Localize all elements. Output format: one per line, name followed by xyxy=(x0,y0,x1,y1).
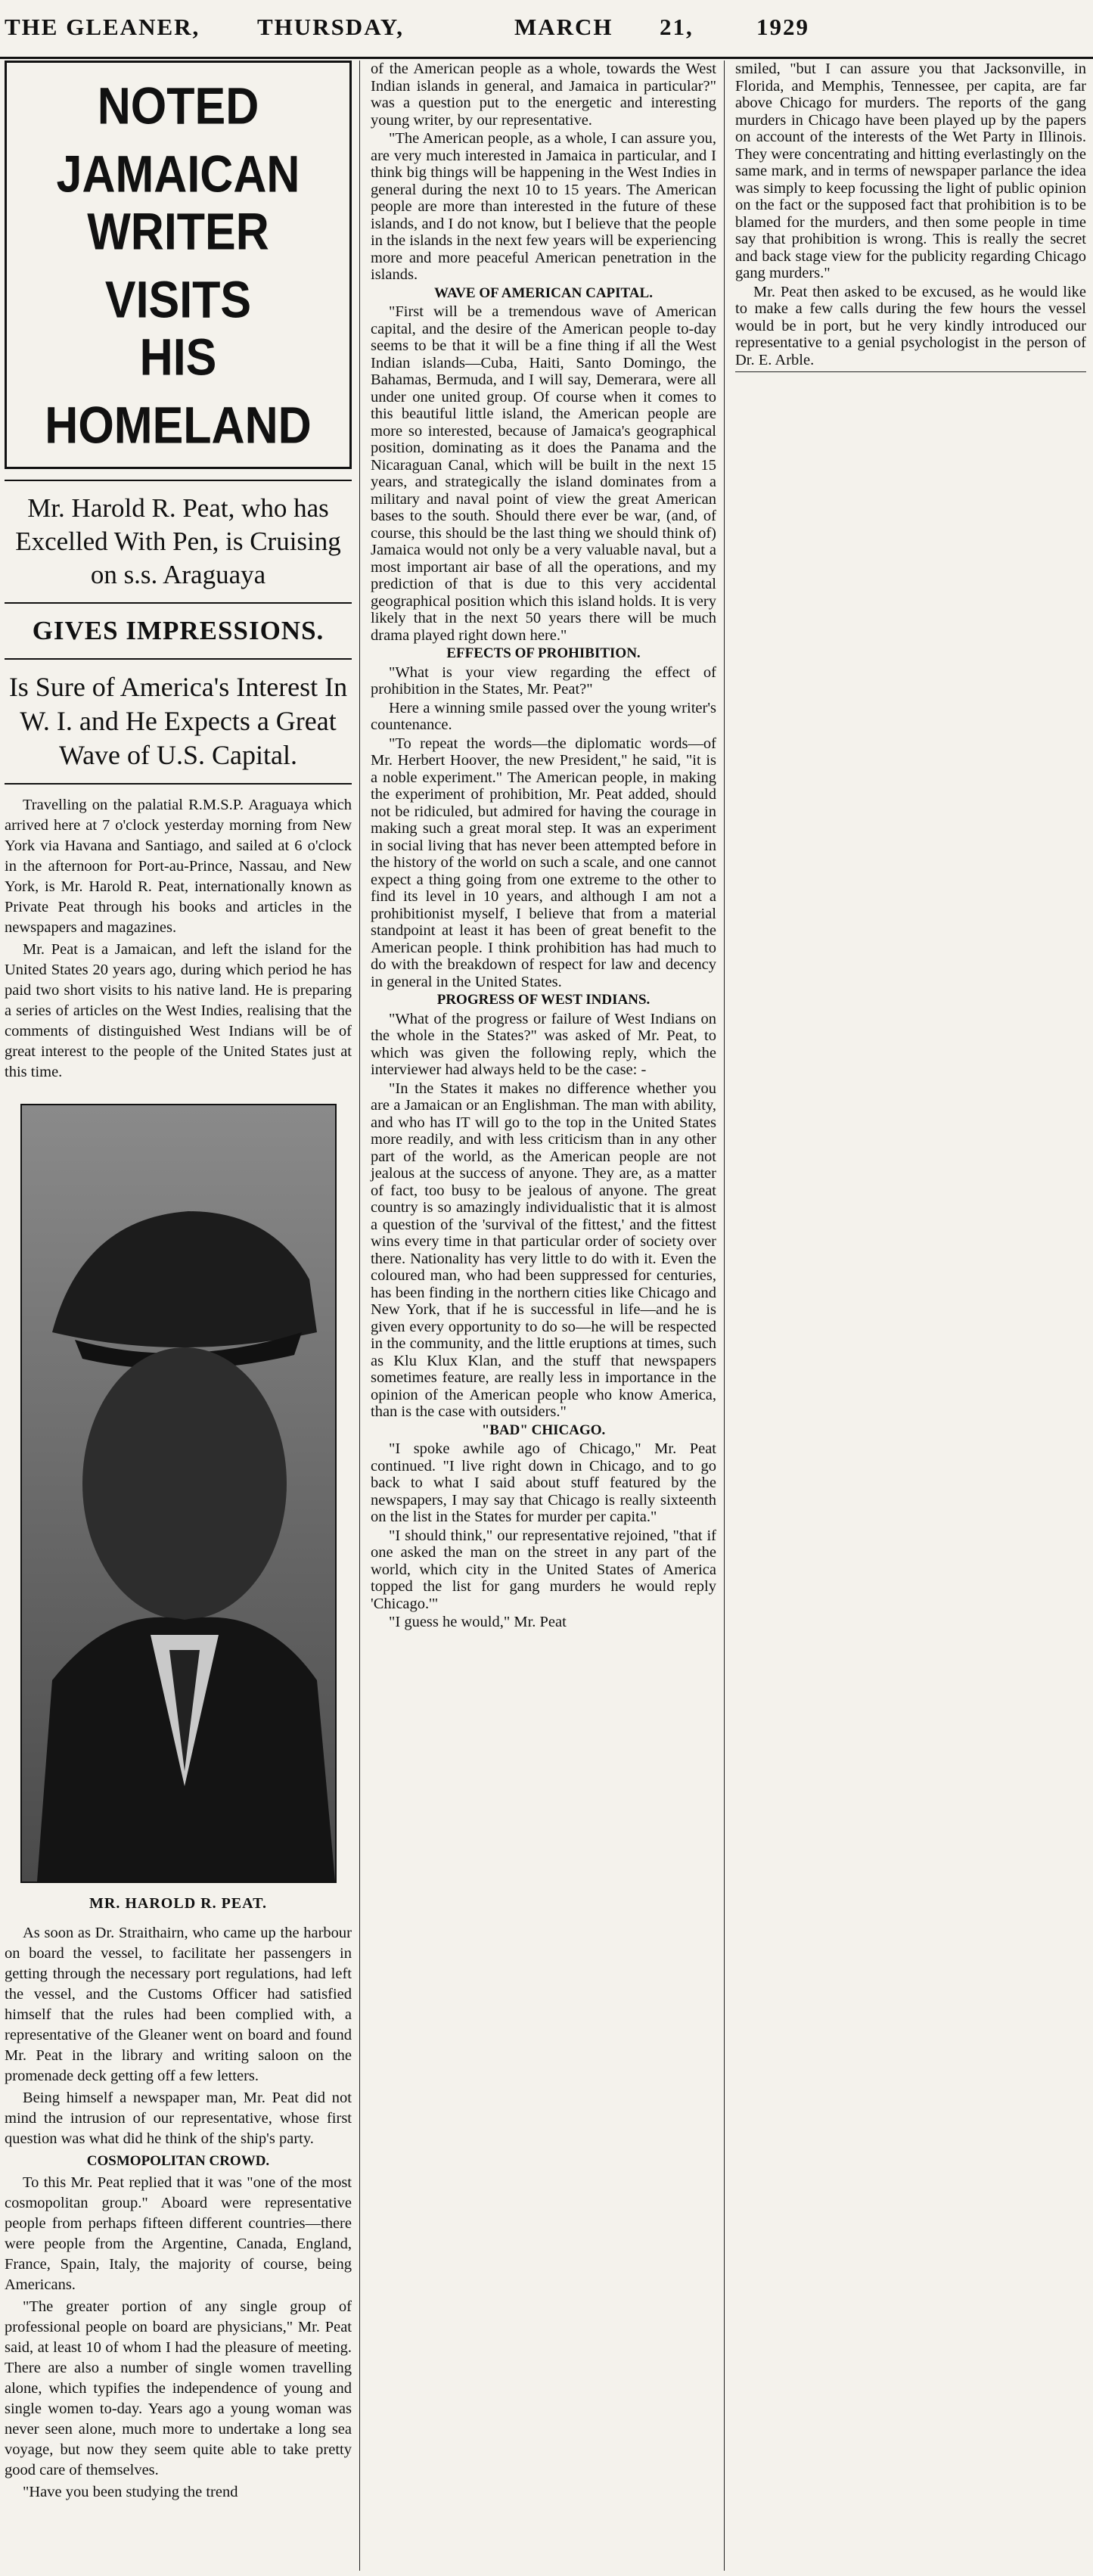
portrait-photo xyxy=(20,1104,337,1883)
paragraph: "In the States it makes no difference whether you are a Jamaican or an Englishman. The man with ability, and who has IT will go to the top in the United States more readily, and with less criticism than in any other part of the world, as the American people are not jealous at the success of anyone. They are, as a matter of fact, too busy to be jealous of anyone. The great country is so amazingly individualistic that it is almost a question of the 'survival of the fittest,' and the fittest wins every time in that particular order of society over there. Nationality has very little to do with it. Even the coloured man, who had been suppressed for centuries, has been finding in the northern cities like Chicago and New York, that if he is successful in life—and he is given every opportunity to do so—he will be respected in the community, and the little eruptions at times, such as Klu Klux Klan, and the stuff that newspapers sometimes feature, are really less in importance in the opinion of the American people who know America, than is the case with outsiders." xyxy=(371,1080,716,1420)
paragraph: "First will be a tremendous wave of American capital, and the desire of the American people to-day seems to be that it will be a fine thing if all the West Indian islands—Cuba, Haiti, Santo Domingo, the Bahamas, Bermuda, and I will say, Demerara, were all under one united group. Of course when it comes to this beautiful little island, the American people are more so interested, because of Jamaica's geographical position, dominating as it does the Panama and the Nicaraguan Canal, which will be built in the next 15 years, and strategically the island dominates from a military and naval point of view the great American bases to the south. Should there ever be war, (and, of course, this should be the last thing we should think of) Jamaica would not only be a very valuable naval, but a most important air base of all the operations, and my prediction of that is due to this very accidental geographical position which this island holds. It is very likely that in the next 50 years there will be much drama played right down here." xyxy=(371,303,716,644)
deck-america-interest: Is Sure of America's Interest In W. I. and He Expects a Great Wave of U.S. Capital. xyxy=(8,672,348,770)
article-boarding xyxy=(5,1923,352,2503)
photo-caption: MR. HAROLD R. PEAT. xyxy=(89,1895,267,1912)
paragraph: Here a winning smile passed over the young writer's countenance. xyxy=(371,699,716,733)
masthead-month: MARCH xyxy=(514,14,613,40)
divider xyxy=(5,658,352,660)
paragraph: Mr. Peat then asked to be excused, as he would like to make a few calls during the few hours the vessel would be in port, but he very kindly introduced our representative to a genial psychologist in the person of Dr. E. Arble. xyxy=(735,283,1086,368)
paragraph: "Have you been studying the trend xyxy=(23,2483,238,2500)
headline-line-2: WRITER VISITS xyxy=(87,203,269,328)
paragraph: Travelling on the palatial R.M.S.P. Araguaya which arrived here at 7 o'clock yesterday morning from New York via Havana and Santiago, and sailed at 6 o'clock in the afternoon for Port-au-Prince, Nassau, and New York, is Mr. Harold R. Peat, internationally known as Private Peat through his books and articles in the newspapers and magazines. xyxy=(5,797,352,936)
divider xyxy=(5,783,352,785)
article-intro xyxy=(5,795,352,1083)
masthead-date: 21, xyxy=(660,14,694,40)
headline-box xyxy=(5,61,352,469)
paragraph: "To repeat the words—the diplomatic words—of Mr. Herbert Hoover, the new President," he said, "it is a noble experiment." The American people, in making the experiment of prohibition, Mr. Peat added, should not be ridiculed, but admired for having the courage in making such a great moral step. It was an experiment in social living that has never been attempted before in the history of the world on such a scale, and one cannot expect a thing going from one extreme to the other to find its level in 10 years, and although I am not a prohibitionist myself, I believe that from a material standpoint at least it has been of great benefit to the American people. I think prohibition has had much to do with the breakdown of respect for law and decency in general in the United States. xyxy=(371,735,716,990)
subhead-west-indians: PROGRESS OF WEST INDIANS. xyxy=(436,992,651,1008)
subhead-prohibition: EFFECTS OF PROHIBITION. xyxy=(446,645,641,661)
paragraph: "What of the progress or failure of West Indians on the whole in the States?" was asked of Mr. Peat, to which was given the following reply, which the interviewer had always held to be the case: - xyxy=(371,1010,716,1078)
subhead-american-capital: WAVE OF AMERICAN CAPITAL. xyxy=(434,284,653,301)
paragraph: "I guess he would," Mr. Peat xyxy=(389,1614,567,1630)
masthead xyxy=(0,0,1093,59)
paragraph: smiled, "but I can assure you that Jacksonville, in Florida, and Memphis, Tennessee, per capita, are far above Chicago for murders. The reports of the gang murders in Chicago have been played up by the papers on account of the interests of the Wet Party in Illinois. They were concentrating and hitting everlastingly on the same mark, and in terms of newspaper parlance the idea was simply to keep focussing the light of public opinion on the fact or the supposed fact that prohibition is to be blamed for the murders, and then some people in time say that prohibition is wrong. This is really the secret and back stage view for the publicity regarding Chicago gang murders." xyxy=(735,61,1086,281)
paragraph: "What is your view regarding the effect of prohibition in the States, Mr. Peat?" xyxy=(371,663,716,698)
column-one xyxy=(5,61,360,2571)
paragraph: As soon as Dr. Straithairn, who came up the harbour on board the vessel, to facilitate her passengers in getting through the necessary port regulations, had left the vessel, and the Customs Officer had satisfied himself that the rules had been complied with, a representative of the Gleaner went on board and found Mr. Peat in the library and writing saloon on the promenade deck getting off a few letters. xyxy=(5,1924,352,2084)
paragraph: "The American people, as a whole, I can assure you, are very much interested in Jamaica in particular, and I think big things will be happening in the West Indies in general during the next 10 to 15 years. The American people are more than interested in the future of these islands, and I do not know, but I believe that the people in the islands in the next few years will be experiencing more and more peaceful American penetration in the islands. xyxy=(371,130,716,283)
subhead-cosmopolitan: COSMOPOLITAN CROWD. xyxy=(86,2152,270,2169)
paragraph: Being himself a newspaper man, Mr. Peat did not mind the intrusion of our representative, whose first question was what did he think of the ship's party. xyxy=(5,2089,352,2147)
deck-gives-impressions: GIVES IMPRESSIONS. xyxy=(32,616,324,645)
paragraph: "The greater portion of any single group of professional people on board are physicians," Mr. Peat said, at least 10 of whom I had the pleasure of meeting. There are also a number of single women travelling alone, which typifies the independence of young and single women to-day. Years ago a young woman was never seen alone, much more to undertake a long sea voyage, but now they seem quite able to take pretty good care of themselves. xyxy=(5,2298,352,2478)
divider xyxy=(5,480,352,481)
masthead-year: 1929 xyxy=(756,14,809,40)
headline-line-3: HIS HOMELAND xyxy=(45,328,312,454)
paragraph: "I spoke awhile ago of Chicago," Mr. Peat continued. "I live right down in Chicago, and to go back to what I said about stuff featured by the newspapers, I may say that Chicago is really sixteenth on the list in the States for murder per capita." xyxy=(371,1440,716,1525)
masthead-day: THURSDAY, xyxy=(257,14,405,40)
divider xyxy=(5,602,352,604)
headline-line-1: NOTED JAMAICAN xyxy=(56,77,300,203)
end-rule xyxy=(735,371,1086,372)
subhead-bad-chicago: "BAD" CHICAGO. xyxy=(481,1422,606,1438)
column-three xyxy=(728,61,1089,635)
paragraph: "I should think," our representative rejoined, "that if one asked the man on the street in any part of the world, which city in the United States of America topped the list for gang murders he would reply 'Chicago.'" xyxy=(371,1527,716,1612)
paragraph: To this Mr. Peat replied that it was "one of the most cosmopolitan group." Aboard were representative people from perhaps fifteen different countries—there were people from the Argentine, Canada, England, France, Spain, Italy, the majority of course, being Americans. xyxy=(5,2174,352,2293)
masthead-paper-name: THE GLEANER, xyxy=(5,14,200,40)
deck-subheading: Mr. Harold R. Peat, who has Excelled With Pen, is Cruising on s.s. Araguaya xyxy=(15,493,341,589)
paragraph: of the American people as a whole, towards the West Indian islands in general, and Jamaica in particular?" was a question put to the energetic and interesting young writer, by our representative. xyxy=(371,61,716,129)
paragraph: Mr. Peat is a Jamaican, and left the island for the United States 20 years ago, during which period he has paid two short visits to his native land. He is preparing a series of articles on the West Indies, realising that the comments of distinguished West Indians will be of great interest to the people of the United States just at this time. xyxy=(5,941,352,1080)
column-two xyxy=(363,61,725,2571)
